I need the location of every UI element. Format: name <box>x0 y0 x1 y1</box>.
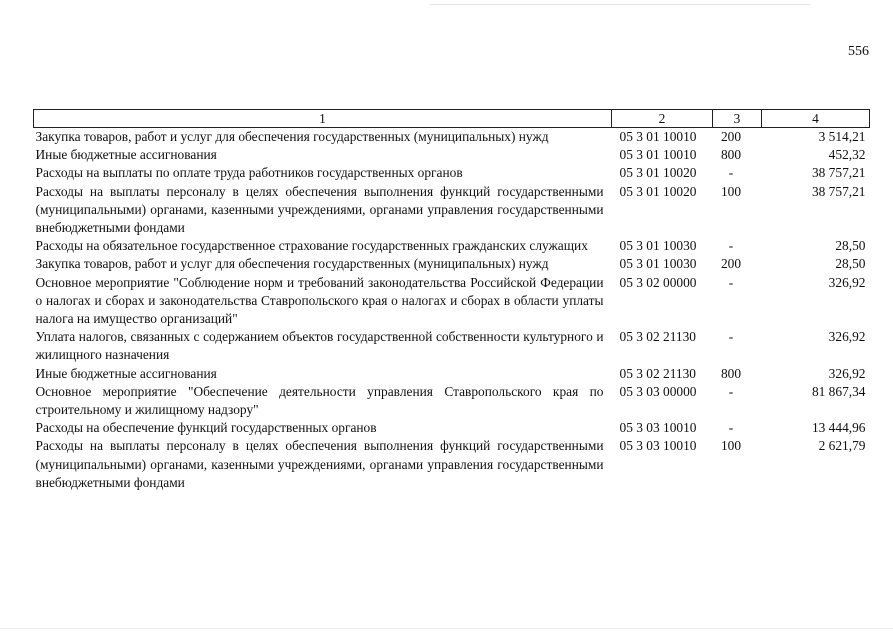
row-name: Расходы на выплаты персоналу в целях обеспечения выполнения функций государственными (муниципальными) органами, казенными учреждениями, органами управления государственными внебюджетными фондами <box>35 183 604 236</box>
table-row <box>34 255 870 273</box>
scan-artifact-bottom <box>0 628 893 629</box>
row-vr: 100 <box>720 183 742 199</box>
header-col-amount: 4 <box>762 110 870 128</box>
row-vr: - <box>728 274 734 290</box>
row-code: 05 3 01 10020 <box>619 183 697 199</box>
row-vr: - <box>728 420 734 436</box>
table-row <box>34 237 870 255</box>
row-name: Расходы на обеспечение функций государственных органов <box>35 420 377 436</box>
row-name: Уплата налогов, связанных с содержанием объектов государственной собственности культурного и жилищного назначения <box>35 329 604 363</box>
table-row <box>34 146 870 164</box>
row-vr: - <box>728 238 734 254</box>
row-code: 05 3 01 10020 <box>619 165 697 181</box>
row-code: 05 3 01 10030 <box>619 238 697 254</box>
table-row <box>34 128 870 147</box>
row-amount: 38 757,21 <box>811 165 866 181</box>
row-amount: 28,50 <box>835 238 866 254</box>
row-vr: - <box>728 165 734 181</box>
row-code: 05 3 02 00000 <box>619 274 697 290</box>
row-name: Расходы на выплаты по оплате труда работников государственных органов <box>35 165 463 181</box>
budget-table <box>33 109 870 492</box>
row-amount: 38 757,21 <box>811 183 866 199</box>
page-number: 556 <box>848 44 869 59</box>
table-row <box>34 419 870 437</box>
header-col-name: 1 <box>34 110 612 128</box>
row-vr: 200 <box>720 256 742 272</box>
row-amount: 28,50 <box>835 256 866 272</box>
table-row <box>34 365 870 383</box>
row-amount: 3 514,21 <box>818 129 866 144</box>
budget-table-container <box>33 109 869 492</box>
scan-artifact-top <box>430 4 810 5</box>
table-body <box>34 128 870 493</box>
row-name: Основное мероприятие "Соблюдение норм и требований законодательства Российской Федерации о налогах и сборах и законодательства Ставропольского края о налогах и сборах в области уплаты налога на имущество организаций" <box>35 274 604 327</box>
row-code: 05 3 01 10030 <box>619 256 697 272</box>
table-row <box>34 437 870 492</box>
row-code: 05 3 01 10010 <box>619 129 697 144</box>
row-amount: 326,92 <box>828 274 866 290</box>
row-vr: 800 <box>720 365 742 381</box>
row-code: 05 3 02 21130 <box>619 365 696 381</box>
row-amount: 13 444,96 <box>811 420 866 436</box>
row-name: Иные бюджетные ассигнования <box>35 365 217 381</box>
row-name: Расходы на выплаты персоналу в целях обеспечения выполнения функций государственными (муниципальными) органами, казенными учреждениями, органами управления государственными внебюджетными фондами <box>35 438 604 490</box>
row-vr: - <box>728 329 734 345</box>
row-code: 05 3 02 21130 <box>619 329 696 345</box>
row-vr: 800 <box>720 147 742 163</box>
header-col-code: 2 <box>612 110 713 128</box>
row-name: Иные бюджетные ассигнования <box>35 147 217 163</box>
row-name: Закупка товаров, работ и услуг для обеспечения государственных (муниципальных) нужд <box>35 256 549 272</box>
row-amount: 326,92 <box>828 365 866 381</box>
header-col-vr: 3 <box>713 110 762 128</box>
row-amount: 81 867,34 <box>811 383 866 399</box>
table-header <box>34 110 870 128</box>
row-name: Основное мероприятие "Обеспечение деятельности управления Ставропольского края по строительному и жилищному надзору" <box>35 383 604 418</box>
row-code: 05 3 01 10010 <box>619 147 697 163</box>
table-row <box>34 328 870 364</box>
table-row <box>34 183 870 238</box>
row-vr: 200 <box>720 129 742 144</box>
row-amount: 2 621,79 <box>818 438 866 454</box>
table-row <box>34 274 870 329</box>
row-code: 05 3 03 00000 <box>619 383 697 399</box>
row-code: 05 3 03 10010 <box>619 420 697 436</box>
row-amount: 452,32 <box>828 147 866 163</box>
table-row <box>34 383 870 419</box>
row-name: Закупка товаров, работ и услуг для обеспечения государственных (муниципальных) нужд <box>35 129 549 144</box>
row-vr: - <box>728 383 734 399</box>
row-code: 05 3 03 10010 <box>619 438 697 454</box>
table-row <box>34 164 870 182</box>
row-vr: 100 <box>720 438 742 454</box>
row-name: Расходы на обязательное государственное страхование государственных гражданских служащих <box>35 238 588 254</box>
row-amount: 326,92 <box>828 329 866 345</box>
header-row <box>34 110 870 128</box>
